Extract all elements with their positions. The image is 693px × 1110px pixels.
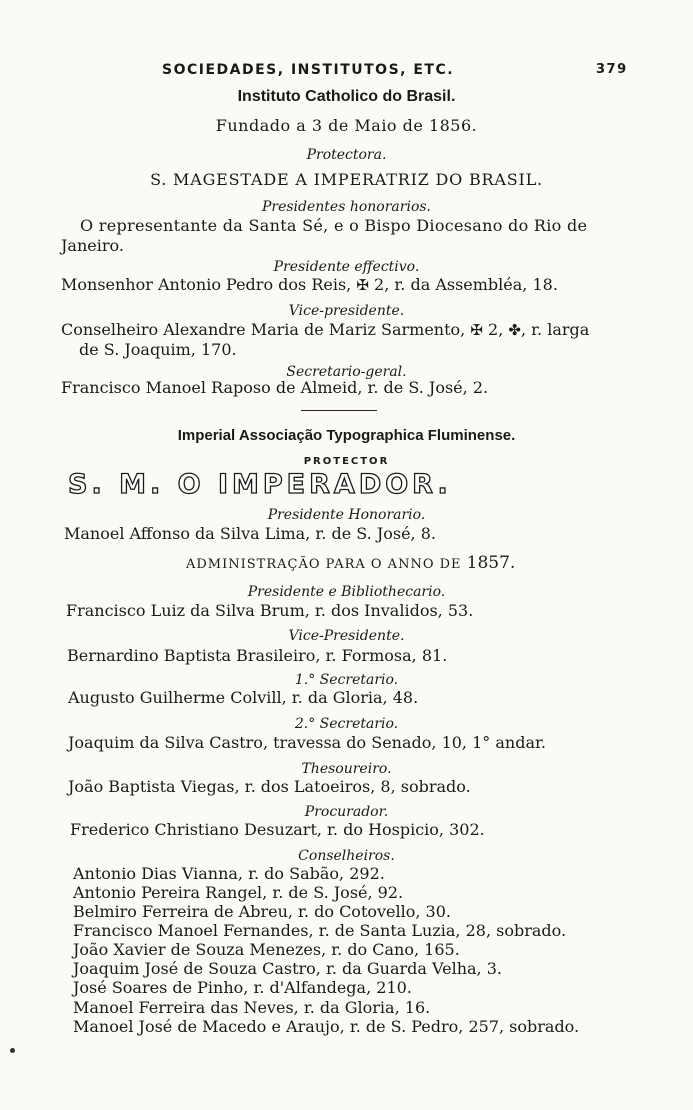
protector-label: PROTECTOR bbox=[303, 456, 390, 467]
second-secretary-entry: Joaquim da Silva Castro, travessa do Senado, 10, 1° andar. bbox=[68, 733, 546, 752]
procurator-label: Procurador. bbox=[304, 804, 389, 820]
honorarios-label: Presidentes honorarios. bbox=[261, 199, 432, 215]
second-secretary-label: 2.° Secretario. bbox=[294, 716, 399, 732]
treasurer-entry: João Baptista Viegas, r. dos Latoeiros, 8, sobrado. bbox=[68, 777, 471, 796]
protectora-name: S. MAGESTADE A IMPERATRIZ DO BRASIL. bbox=[150, 170, 543, 189]
president-label: Presidente e Bibliothecario. bbox=[247, 584, 446, 600]
secretario-entry: Francisco Manoel Raposo de Almeid, r. de S. José, 2. bbox=[61, 378, 489, 397]
order-medal-icon: ✤ bbox=[508, 321, 521, 339]
vice-entry: Conselheiro Alexandre Maria de Mariz Sarmento, ✠ 2, ✤, r. larga bbox=[61, 320, 590, 339]
procurator-entry: Frederico Christiano Desuzart, r. do Hospicio, 302. bbox=[70, 820, 485, 839]
vice-grade: 2, bbox=[488, 320, 504, 339]
page-number: 379 bbox=[596, 62, 628, 77]
list-item: Belmiro Ferreira de Abreu, r. do Cotovello, 30. bbox=[73, 902, 451, 921]
vice-president-label: Vice-Presidente. bbox=[288, 628, 405, 644]
president-entry: Francisco Luiz da Silva Brum, r. dos Invalidos, 53. bbox=[66, 601, 474, 620]
association-title: Imperial Associação Typographica Fluminense. bbox=[177, 427, 516, 444]
list-item: José Soares de Pinho, r. d'Alfandega, 210. bbox=[73, 978, 412, 997]
honorarios-line-1: O representante da Santa Sé, e o Bispo Diocesano do Rio de bbox=[80, 216, 588, 235]
running-header: SOCIEDADES, INSTITUTOS, ETC. bbox=[162, 62, 455, 78]
honorario-entry: Manoel Affonso da Silva Lima, r. de S. José, 8. bbox=[64, 524, 436, 543]
effectivo-label: Presidente effectivo. bbox=[273, 259, 420, 275]
institution-title: Instituto Catholico do Brasil. bbox=[237, 88, 456, 105]
secretario-label: Secretario-geral. bbox=[286, 364, 407, 380]
vice-president-entry: Bernardino Baptista Brasileiro, r. Formosa, 81. bbox=[67, 646, 448, 665]
list-item: João Xavier de Souza Menezes, r. do Cano, 165. bbox=[73, 940, 460, 959]
vice-address: r. larga bbox=[531, 320, 590, 339]
list-item: Joaquim José de Souza Castro, r. da Guarda Velha, 3. bbox=[73, 959, 502, 978]
administration-line bbox=[186, 553, 515, 575]
effectivo-name: Monsenhor Antonio Pedro dos Reis, bbox=[61, 275, 352, 294]
protector-name: S. M. O IMPERADOR. bbox=[68, 469, 452, 500]
list-item: Antonio Pereira Rangel, r. de S. José, 92. bbox=[73, 883, 404, 902]
honorarios-line-2: Janeiro. bbox=[61, 236, 124, 255]
honorario-label: Presidente Honorario. bbox=[267, 507, 426, 523]
effectivo-entry bbox=[61, 275, 558, 295]
treasurer-label: Thesoureiro. bbox=[301, 761, 392, 777]
first-secretary-label: 1.° Secretario. bbox=[294, 672, 399, 688]
ink-speck bbox=[10, 1048, 15, 1053]
section-divider bbox=[301, 410, 377, 411]
councillors-label: Conselheiros. bbox=[298, 848, 395, 864]
order-cross-icon: ✠ bbox=[356, 276, 369, 294]
list-item: Francisco Manoel Fernandes, r. de Santa Luzia, 28, sobrado. bbox=[73, 921, 567, 940]
list-item: Antonio Dias Vianna, r. do Sabão, 292. bbox=[73, 864, 385, 883]
list-item: Manoel Ferreira das Neves, r. da Gloria, 16. bbox=[73, 998, 431, 1017]
vice-name: Conselheiro Alexandre Maria de Mariz Sarmento, bbox=[61, 320, 466, 339]
vice-label: Vice-presidente. bbox=[288, 303, 405, 319]
order-cross-icon: ✠ bbox=[470, 321, 483, 339]
administration-prefix: ADMINISTRAÇÃO PARA O ANNO DE bbox=[186, 557, 462, 572]
administration-year: 1857. bbox=[466, 553, 516, 573]
effectivo-address: 2, r. da Assembléa, 18. bbox=[374, 275, 558, 294]
first-secretary-entry: Augusto Guilherme Colvill, r. da Gloria, 48. bbox=[68, 688, 419, 707]
founded-line: Fundado a 3 de Maio de 1856. bbox=[215, 116, 478, 135]
protectora-label: Protectora. bbox=[306, 147, 387, 163]
vice-line-2: de S. Joaquim, 170. bbox=[79, 340, 237, 359]
list-item: Manoel José de Macedo e Araujo, r. de S. Pedro, 257, sobrado. bbox=[73, 1017, 580, 1036]
